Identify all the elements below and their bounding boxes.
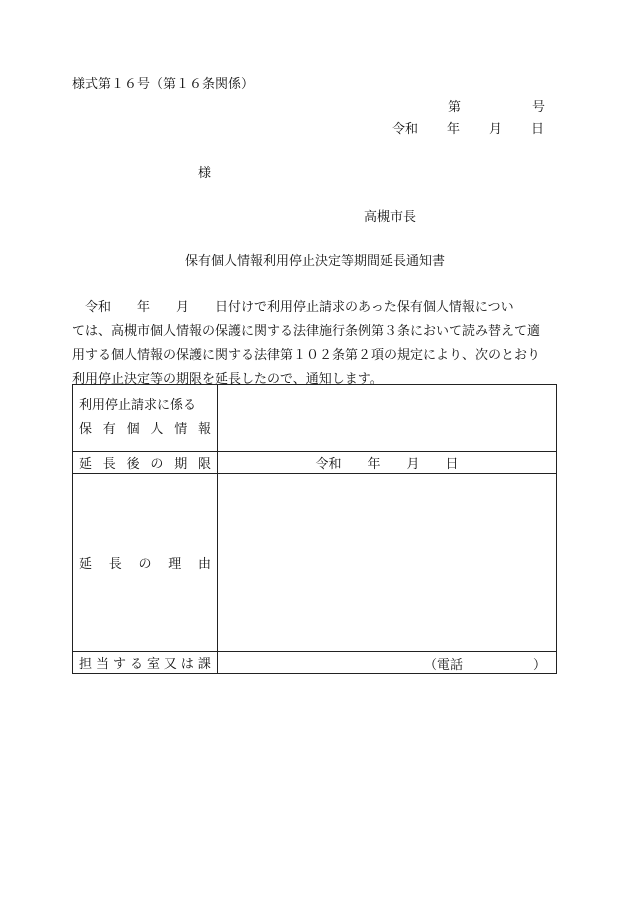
document-number-prefix: 第 [448, 100, 462, 115]
extension-reason-label: 延 長 の 理 由 [73, 474, 218, 652]
document-title: 保有個人情報利用停止決定等期間延長通知書 [184, 254, 445, 269]
table-row [73, 385, 557, 452]
form-number: 様式第１６号（第１６条関係） [72, 77, 255, 92]
issue-date-year: 年 [447, 122, 461, 137]
issue-date-month: 月 [489, 122, 503, 137]
responsible-office-label: 担 当 す る 室 又 は 課 [73, 652, 218, 674]
subject-info-label-line1: 利用停止請求に係る [79, 398, 197, 413]
subject-info-label [73, 385, 218, 452]
notice-body [72, 296, 558, 392]
notice-body-line: 利用停止決定等の期限を延長したので、通知します。 [72, 372, 383, 387]
telephone-label: （電話 [424, 658, 464, 673]
notice-body-line: ては、高槻市個人情報の保護に関する法律施行条例第３条において読み替えて適 [72, 324, 541, 339]
subject-info-label-line2: 保 有 個 人 情 報 [79, 422, 211, 437]
issue-date-era: 令和 [392, 122, 419, 137]
table-row [73, 452, 557, 474]
extended-deadline-field[interactable]: 令和 年 月 日 [218, 452, 557, 474]
extension-reason-field[interactable] [218, 474, 557, 652]
subject-info-field[interactable] [218, 385, 557, 452]
extended-deadline-label: 延 長 後 の 期 限 [73, 452, 218, 474]
notice-body-line: 用する個人情報の保護に関する法律第１０２条第２項の規定により、次のとおり [72, 348, 541, 363]
telephone-close-paren: ） [532, 658, 546, 673]
addressee-honorific: 様 [198, 166, 212, 181]
issue-date-day: 日 [531, 122, 545, 137]
document-number-suffix: 号 [532, 100, 546, 115]
notice-body-line: 令和 年 月 日付けで利用停止請求のあった保有個人情報につい [85, 300, 514, 315]
table-row [73, 474, 557, 652]
table-row [73, 652, 557, 674]
sender-title: 高槻市長 [364, 210, 417, 225]
notice-form-table [72, 384, 557, 674]
responsible-office-field[interactable] [218, 652, 557, 674]
